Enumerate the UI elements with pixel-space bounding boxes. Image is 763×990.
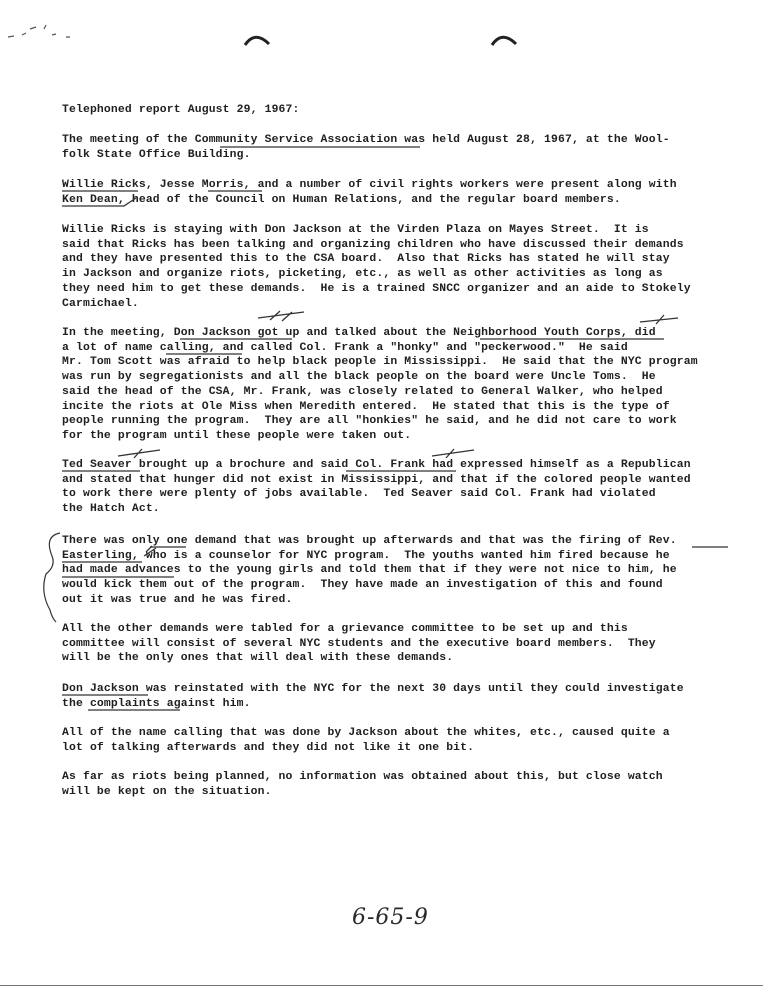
paragraph-seaver: Ted Seaver brought up a brochure and said Col. Frank had expressed himself as a Republican and stated that hunger did not exist in Mississippi, and that if the colored people wanted to work there were plenty of jobs available. Ted Seaver said Col. Frank had violated the Hatch Act.	[62, 459, 691, 516]
paragraph-jackson-speech: In the meeting, Don Jackson got up and talked about the Neighborhood Youth Corps, did a lot of name calling, and called Col. Frank a "honky" and "peckerwood." He said Mr. Tom Scott was afraid to help black people in Mississippi. He said that the NYC program was run by segregationists and all the black people on the board were Uncle Toms. He said the head of the CSA, Mr. Frank, was closely related to General Walker, who helped incite the riots at Ole Miss when Meredith entered. He stated that this is the type of people running the program. They are all "honkies" he said, and he did not care to work for the program until these people were taken out.	[62, 327, 698, 442]
paragraph-attendees: Willie Ricks, Jesse Morris, and a number of civil rights workers were present along with Ken Dean, head of the Council on Human Relations, and the regular board members.	[62, 179, 677, 206]
paragraph-reinstated: Don Jackson was reinstated with the NYC for the next 30 days until they could investigate the complaints against him.	[62, 683, 684, 710]
paragraph-meeting: The meeting of the Community Service Association was held August 28, 1967, at the Wool- folk State Office Building.	[62, 134, 670, 161]
paragraph-demand: There was only one demand that was brought up afterwards and that was the firing of Rev. Easterling, who is a counselor for NYC program. The youths wanted him fired because he had made advances to the young girls and told them that if they were not nice to him, he would kick them out of the program. They have made an investigation of this and found out it was true and he was fired.	[62, 535, 677, 606]
paragraph-name-calling: All of the name calling that was done by Jackson about the whites, etc., caused quite a lot of talking afterwards and they did not like it one bit.	[62, 727, 670, 754]
paragraph-grievance: All the other demands were tabled for a grievance committee to be set up and this committee will consist of several NYC students and the executive board members. They will be the only ones that will deal with these demands.	[62, 623, 656, 665]
scan-edge-line	[0, 985, 763, 986]
paragraph-riots: As far as riots being planned, no information was obtained about this, but close watch will be kept on the situation.	[62, 771, 663, 798]
report-heading: Telephoned report August 29, 1967:	[62, 104, 300, 116]
paragraph-ricks: Willie Ricks is staying with Don Jackson at the Virden Plaza on Mayes Street. It is said that Ricks has been talking and organizing children who have discussed their demands and they have presented this to the CSA board. Also that Ricks has stated he will stay in Jackson and organize riots, picketing, etc., as well as other activities as long as they need him to get these demands. He is a trained SNCC organizer and an aide to Stokely Carmichael.	[62, 224, 691, 310]
file-number: 6-65-9	[352, 905, 429, 930]
